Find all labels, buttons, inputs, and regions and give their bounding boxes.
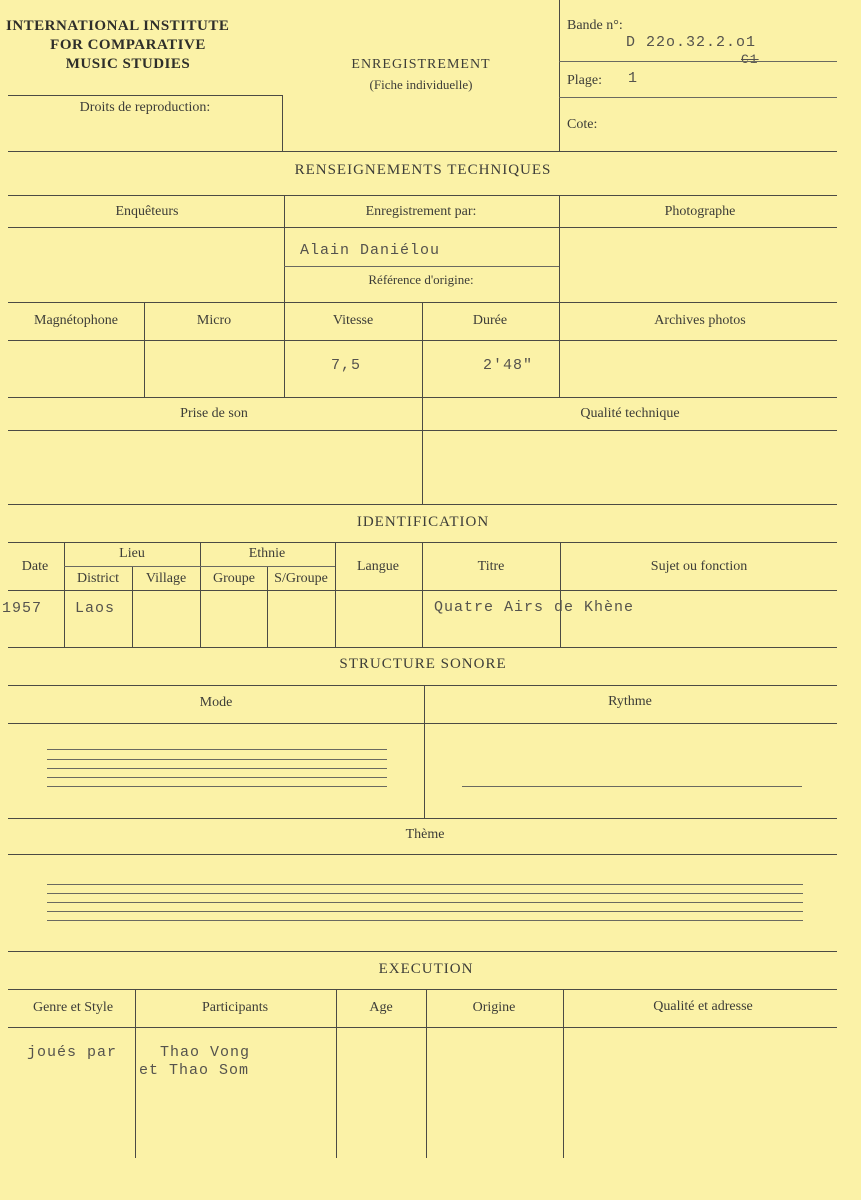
id-vline-3 (200, 542, 201, 647)
id-header-bottom-line (8, 590, 837, 591)
bande-label: Bande n°: (567, 18, 623, 33)
plage-line (559, 97, 837, 98)
bande-value: D 22o.32.2.o1 (626, 34, 757, 51)
structure-header-line (8, 723, 837, 724)
execution-header-bottom-line (8, 1027, 837, 1028)
theme-label: Thème (405, 827, 445, 842)
tech-row1-line (8, 227, 837, 228)
duree-label: Durée (472, 313, 508, 328)
id-vline-7 (560, 542, 561, 647)
tech-vline-7 (422, 397, 423, 504)
theme-top-line (8, 818, 837, 819)
origine-label: Origine (472, 1000, 516, 1015)
technical-top-line (8, 195, 837, 196)
sgroupe-label: S/Groupe (274, 571, 328, 586)
qualite-adresse-label: Qualité et adresse (653, 999, 753, 1014)
sujet-label: Sujet ou fonction (650, 559, 748, 574)
tech-vline-6 (559, 302, 560, 397)
technical-section-title: RENSEIGNEMENTS TECHNIQUES (294, 162, 552, 178)
title-value: Quatre Airs de Khène (434, 599, 635, 616)
tech-row5-line (8, 430, 837, 431)
structure-vline (424, 685, 425, 818)
tech-bottom-line (8, 504, 837, 505)
tech-vline-4 (284, 302, 285, 397)
mode-label: Mode (199, 695, 233, 710)
identification-bottom-line (8, 647, 837, 648)
institute-name-line2: FOR COMPARATIVE (50, 37, 206, 53)
genre-value: joués par (27, 1044, 118, 1061)
bande-line (559, 61, 837, 62)
cote-label: Cote: (567, 117, 598, 132)
photographe-label: Photographe (664, 204, 736, 219)
titre-label: Titre (477, 559, 505, 574)
participant-1: Thao Vong (160, 1044, 251, 1061)
vitesse-label: Vitesse (332, 313, 374, 328)
form-subtitle: (Fiche individuelle) (369, 77, 473, 92)
institute-name-line1: INTERNATIONAL INSTITUTE (6, 18, 230, 34)
tech-vline-2 (559, 195, 560, 302)
ethnie-label: Ethnie (248, 546, 286, 561)
qualite-technique-label: Qualité technique (580, 406, 680, 421)
tech-vline-5 (422, 302, 423, 397)
archives-photos-label: Archives photos (654, 313, 746, 328)
header-vline-right (559, 0, 560, 151)
tech-row3-line (8, 340, 837, 341)
genre-style-label: Genre et Style (32, 1000, 114, 1015)
participants-label: Participants (201, 1000, 269, 1015)
execution-header-top-line (8, 989, 837, 990)
institute-name-line3: MUSIC STUDIES (65, 56, 191, 72)
date-label: Date (21, 559, 49, 574)
exec-vline-1 (135, 989, 136, 1158)
enqueteurs-label: Enquêteurs (115, 204, 179, 219)
exec-vline-3 (426, 989, 427, 1158)
prise-de-son-label: Prise de son (180, 406, 248, 421)
rythme-label: Rythme (608, 694, 652, 709)
header-vline-left (282, 95, 283, 151)
exec-vline-2 (336, 989, 337, 1158)
id-subheader-line (64, 566, 335, 567)
execution-top-line (8, 951, 837, 952)
reference-label: Référence d'origine: (368, 272, 474, 287)
plage-label: Plage: (567, 73, 602, 88)
district-label: District (77, 571, 119, 586)
id-vline-6 (422, 542, 423, 647)
date-value: 1957 (2, 600, 43, 617)
structure-top-line (8, 685, 837, 686)
rights-label: Droits de reproduction: (79, 100, 211, 115)
tech-vline-3 (144, 302, 145, 397)
langue-label: Langue (357, 559, 399, 574)
id-vline-2 (132, 566, 133, 647)
execution-section-title: EXECUTION (378, 961, 474, 977)
magnetophone-label: Magnétophone (34, 313, 118, 328)
lieu-label: Lieu (119, 546, 145, 561)
duree-value: 2'48" (483, 357, 534, 374)
plage-value: 1 (628, 70, 639, 87)
micro-label: Micro (196, 313, 232, 328)
id-vline-1 (64, 542, 65, 647)
theme-header-line (8, 854, 837, 855)
structure-section-title: STRUCTURE SONORE (339, 656, 507, 672)
vitesse-value: 7,5 (331, 357, 362, 374)
groupe-label: Groupe (213, 571, 255, 586)
recorded-by-value: Alain Daniélou (300, 242, 441, 259)
id-vline-4 (267, 566, 268, 647)
form-title: ENREGISTREMENT (351, 57, 491, 72)
header-divider-left (8, 95, 282, 96)
rythme-line (462, 786, 802, 787)
exec-vline-4 (563, 989, 564, 1158)
enregistrement-par-label: Enregistrement par: (365, 204, 477, 219)
id-vline-5 (335, 542, 336, 647)
age-label: Age (369, 1000, 393, 1015)
tech-vline-1 (284, 195, 285, 302)
identification-section-title: IDENTIFICATION (356, 514, 490, 530)
bande-sub-value: C1 (741, 52, 759, 67)
header-bottom-line (8, 151, 837, 152)
participant-2: et Thao Som (139, 1062, 250, 1079)
district-value: Laos (75, 600, 116, 617)
reference-line (284, 266, 559, 267)
village-label: Village (145, 571, 187, 586)
